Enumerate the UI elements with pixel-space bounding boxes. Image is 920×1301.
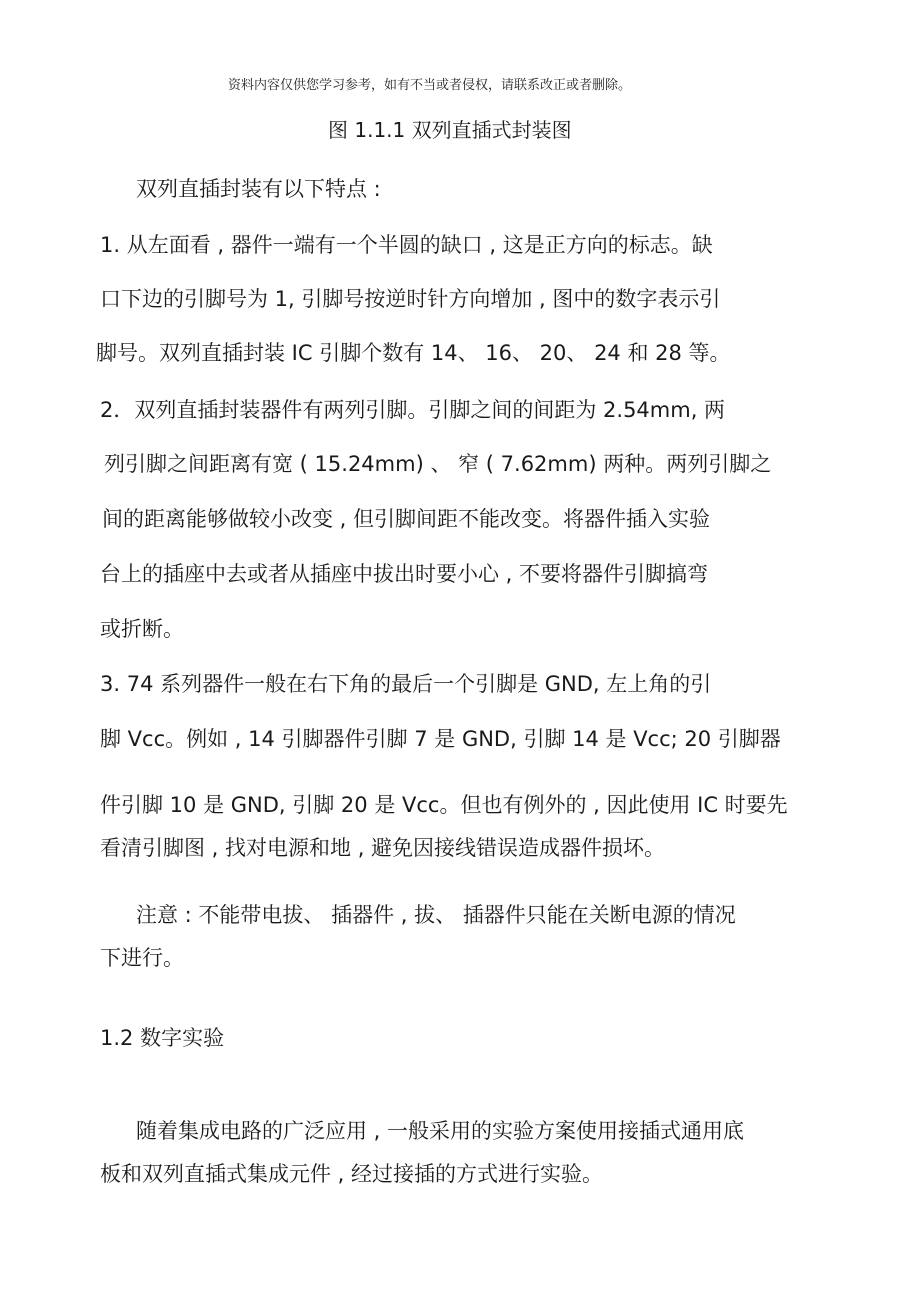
note-line2: 下进行。 bbox=[100, 946, 184, 970]
header-disclaimer: 资料内容仅供您学习参考，如有不当或者侵权，请联系改正或者删除。 bbox=[228, 78, 632, 93]
point2-line2: 列引脚之间距离有宽 ( 15.24mm) 、 窄 ( 7.62mm) 两种。两列引脚之 bbox=[104, 452, 772, 476]
point2-line4: 台上的插座中去或者从插座中拔出时要小心 , 不要将器件引脚搞弯 bbox=[100, 562, 709, 586]
point1-line2: 口下边的引脚号为 1, 引脚号按逆时针方向增加 , 图中的数字表示引 bbox=[100, 287, 721, 311]
section-title: 1.2 数字实验 bbox=[100, 1026, 225, 1050]
section-body-line2: 板和双列直插式集成元件 , 经过接插的方式进行实验。 bbox=[100, 1162, 604, 1186]
section-body-line1: 随着集成电路的广泛应用 , 一般采用的实验方案使用接插式通用底 bbox=[136, 1119, 745, 1143]
point3-line4: 看清引脚图 , 找对电源和地 , 避免因接线错误造成器件损坏。 bbox=[100, 836, 666, 860]
point2-line5: 或折断。 bbox=[100, 617, 184, 641]
point2-line1: 2．双列直插封装器件有两列引脚。引脚之间的间距为 2.54mm, 两 bbox=[100, 398, 726, 422]
point1-line1: 1. 从左面看 , 器件一端有一个半圆的缺口 , 这是正方向的标志。缺 bbox=[100, 233, 713, 257]
point3-line2: 脚 Vcc。例如 , 14 引脚器件引脚 7 是 GND, 引脚 14 是 Vcc; 20 引脚器 bbox=[100, 727, 781, 751]
point3-line1: 3. 74 系列器件一般在右下角的最后一个引脚是 GND, 左上角的引 bbox=[100, 672, 712, 696]
point1-line3: 脚号。双列直插封装 IC 引脚个数有 14、 16、 20、 24 和 28 等。 bbox=[96, 341, 731, 365]
point3-line3: 件引脚 10 是 GND, 引脚 20 是 Vcc。但也有例外的 , 因此使用 IC 时要先 bbox=[100, 793, 788, 817]
note-line1: 注意 : 不能带电拔、 插器件 , 拔、 插器件只能在关断电源的情况 bbox=[136, 903, 736, 927]
intro-text: 双列直插封装有以下特点 : bbox=[136, 177, 381, 201]
figure-caption: 图 1.1.1 双列直插式封装图 bbox=[328, 118, 572, 142]
point2-line3: 间的距离能够做较小改变 , 但引脚间距不能改变。将器件插入实验 bbox=[102, 507, 711, 531]
